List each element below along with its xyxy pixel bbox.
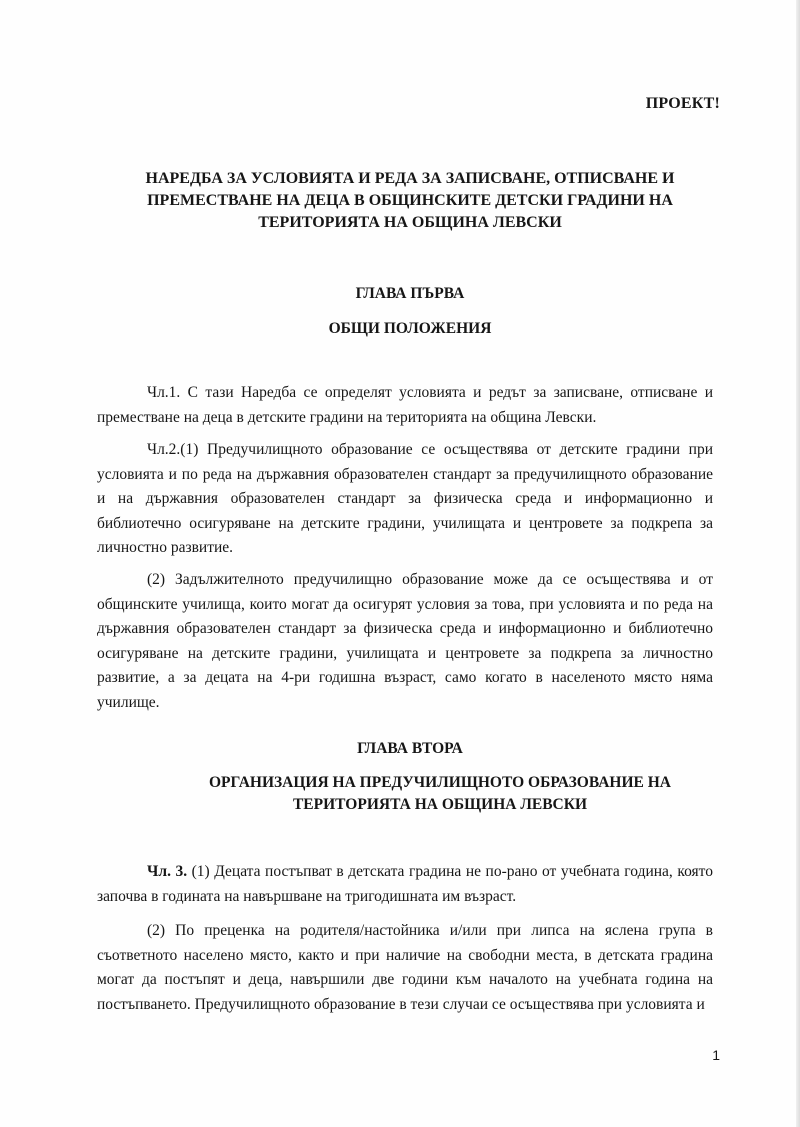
article-2-paragraph-2: (2) Задължителното предучилищно образование може да се осъществява и от общинските училища, които могат да осигурят условия за това, при условията и по реда на държавния образователен стандарт за физическа среда и информационно и библиотечно осигуряване на детските градини, училищата и центровете за подкрепа за личностно развитие, а за децата на 4-ри годишна възраст, само когато в населеното място няма училище.: [97, 571, 713, 711]
draft-mark: ПРОЕКТ!: [645, 95, 720, 112]
article-3-label: Чл. 3.: [147, 863, 188, 880]
article-2-paragraph-1: Чл.2.(1) Предучилищното образование се осъществява от детските градини при условията и по реда на държавния образователен стандарт за предучилищното образование и на държавния образователен стандарт за физическа среда и информационно и библиотечно осигуряване на детските градини, училищата и центровете за подкрепа за личностно развитие.: [97, 441, 713, 556]
chapter-1-label: ГЛАВА ПЪРВА: [355, 285, 465, 302]
document-title: НАРЕДБА ЗА УСЛОВИЯТА И РЕДА ЗА ЗАПИСВАНЕ, ОТПИСВАНЕ И ПРЕМЕСТВАНЕ НА ДЕЦА В ОБЩИНСКИТЕ ДЕТСКИ ГРАДИНИ НА ТЕРИТОРИЯТА НА ОБЩИНА ЛЕВСКИ: [145, 170, 675, 231]
article-3-paragraph-1: [97, 860, 713, 909]
chapter-2-heading: ОРГАНИЗАЦИЯ НА ПРЕДУЧИЛИЩНОТО ОБРАЗОВАНИЕ НА ТЕРИТОРИЯТА НА ОБЩИНА ЛЕВСКИ: [209, 774, 671, 813]
article-3-text: (1) Децата постъпват в детската градина не по-рано от учебната година, която започва в годината на навършване на тригодишната им възраст.: [97, 863, 713, 905]
chapter-1-heading: ОБЩИ ПОЛОЖЕНИЯ: [328, 320, 492, 337]
article-1-paragraph: Чл.1. С тази Наредба се определят условията и редът за записване, отписване и преместване на деца в детските градини на територията на община Левски.: [97, 384, 713, 426]
article-3-paragraph-2: (2) По преценка на родителя/настойника и/или при липса на яслена група в съответното населено място, както и при наличие на свободни места, в детската градина могат да постъпят и деца, навършили две години към началото на учебната година на постъпването. Предучилищното образование в тези случаи се осъществява при условията и: [97, 922, 713, 1013]
scan-edge: [796, 0, 800, 1127]
page-number: 1: [712, 1047, 720, 1063]
chapter-2-label: ГЛАВА ВТОРА: [357, 740, 463, 757]
